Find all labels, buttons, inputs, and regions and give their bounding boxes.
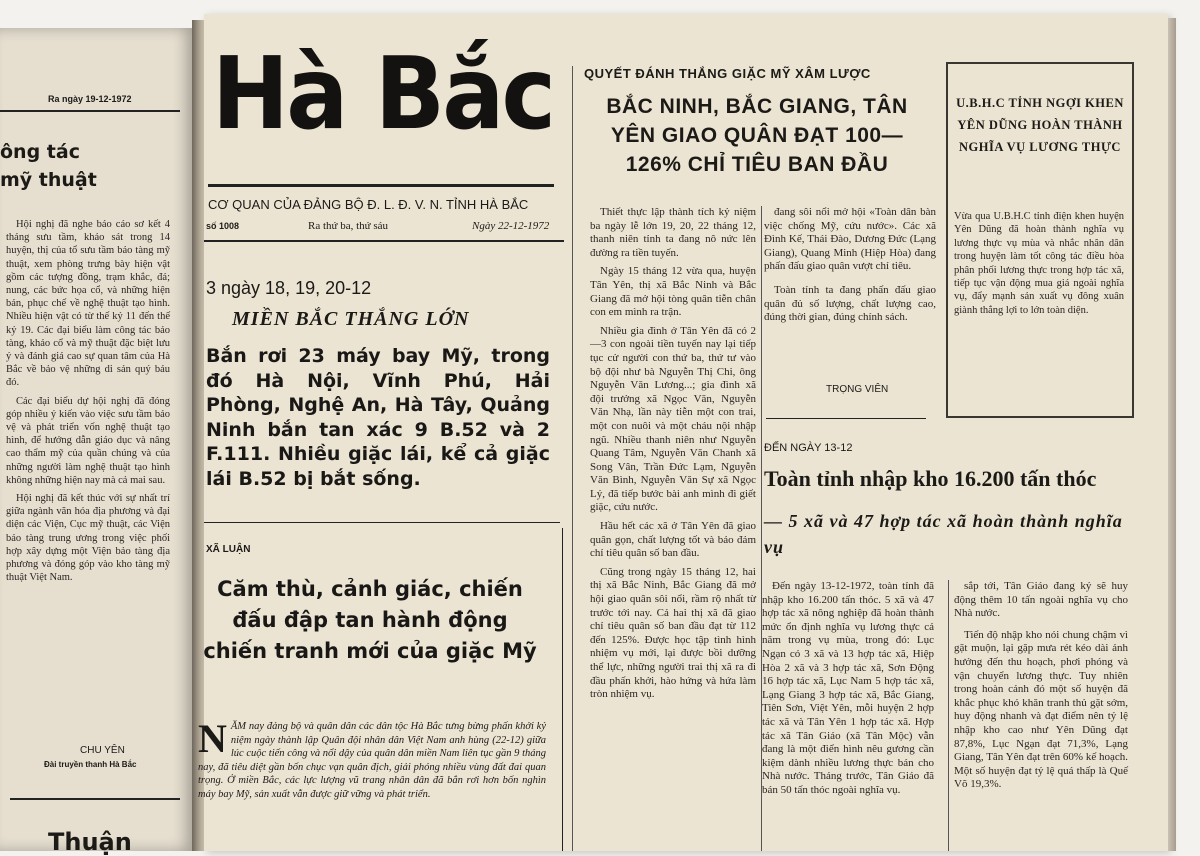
left-page bbox=[0, 28, 196, 856]
rice-dateline: ĐẾN NGÀY 13-12 bbox=[764, 442, 853, 454]
masthead-subtitle: CƠ QUAN CỦA ĐẢNG BỘ Đ. L. Đ. V. N. TỈNH HÀ BẮC bbox=[208, 197, 529, 212]
issue-date: Ngày 22-12-1972 bbox=[472, 220, 550, 232]
left-bottom-headline: Thuận bbox=[48, 828, 132, 856]
rice-paragraph: sắp tới, Tân Giáo đang ký sẽ huy động thêm 10 tấn ngoài nghĩa vụ cho Nhà nước. bbox=[954, 580, 1128, 620]
rice-column-1 bbox=[762, 580, 934, 851]
quota-paragraph: Ngày 15 tháng 12 vừa qua, huyện Tân Yên, thị xã Bắc Ninh và Bắc Giang đã mở hội tòng quân tiễn chân con em mình ra trận. bbox=[590, 265, 756, 319]
quota-paragraph: Toàn tỉnh ta đang phấn đấu giao quân đủ số lượng, chất lượng cao, đúng thời gian, đúng chính sách. bbox=[764, 283, 936, 324]
rice-paragraph: Tiến độ nhập kho nói chung chậm vì gặt muộn, lại gặp mưa rét kéo dài ảnh hưởng đến thu hoạch, phơi phóng và vận chuyển lương thực. Tuy nhiên trong hoàn cảnh đó một số huyện đã khắc phục khó khăn tranh thủ gặt sớm, huy động nhanh và đạt điểm nên tỷ lệ nhập kho cao như Yên Dũng đạt 87,8%, Lục Ngạn đạt 71,3%, Lạng Giang, Tân Yên đạt trên 60% kế hoạch. Một số huyện đạt tỷ lệ quá thấp là Quế Võ 19,3%. bbox=[954, 628, 1128, 791]
quota-kicker: QUYẾT ĐÁNH THẮNG GIẶC MỸ XÂM LƯỢC bbox=[584, 66, 871, 81]
north-dateline: 3 ngày 18, 19, 20-12 bbox=[206, 278, 372, 298]
left-paragraph: Hội nghị đã kết thúc với sự nhất trí giữa ngành văn hóa địa phương và đại diện các Viện, Cục mỹ thuật, các Viện bảo tàng trung ương trong việc phối hợp xây dựng một Viện bảo tàng địa phương và đóng góp vào kho tàng mỹ thuật Việt Nam. bbox=[6, 493, 170, 584]
editorial-body bbox=[198, 716, 546, 851]
rice-headline: Toàn tỉnh nhập kho 16.200 tấn thóc bbox=[764, 466, 1097, 491]
north-kicker: MIỀN BẮC THẮNG LỚN bbox=[232, 308, 470, 330]
right-page bbox=[198, 14, 1168, 851]
commendation-body: Vừa qua U.B.H.C tỉnh điện khen huyện Yên Dũng đã hoàn thành nghĩa vụ lương thực vụ mùa và nhắc nhân dân trong huyện làm tốt công tác điều hòa phân phối lương thực trong hợp tác xã, tiếp tục vận động mua giá ngoài nghĩa vụ, đẩy mạnh sản xuất vụ đông xuân giành thắng lợi to lớn toàn diện. bbox=[954, 211, 1124, 316]
quota-paragraph: đang sôi nổi mở hội «Toàn dân bàn việc chống Mỹ, cứu nước». Các xã Đình Kế, Thái Đào, Dương Đức (Lạng Giang), Quang Minh (Hiệp Hòa) đang phấn đấu giao quân vượt chỉ tiêu. bbox=[764, 206, 936, 273]
quota-paragraph: Thiết thực lập thành tích kỷ niệm ba ngày lễ lớn 19, 20, 22 tháng 12, thanh niên tỉnh ta đang nô nức lên đường ra tiền tuyến. bbox=[590, 206, 756, 259]
issue-number: số 1008 bbox=[206, 221, 240, 231]
rice-subhead: — 5 xã và 47 hợp tác xã hoàn thành nghĩa vụ bbox=[764, 511, 1123, 557]
quota-headline: BẮC NINH, BẮC GIANG, TÂN YÊN GIAO QUÂN ĐẠT 100—126% CHỈ TIÊU BAN ĐẦU bbox=[606, 95, 908, 176]
rice-paragraph: Đến ngày 13-12-1972, toàn tỉnh đã nhập kho 16.200 tấn thóc. 5 xã và 47 hợp tác xã nông nghiệp đã hoàn thành mức ổn định nghĩa vụ lương thực cả năm trong vụ mùa, trong đó: Lục Ngạn có 3 xã và 13 hợp tác xã, Hiệp Hòa 2 xã và 3 hợp tác xã, Sơn Động 16 hợp tác xã, Lục Nam 5 hợp tác xã, Lạng Giang 3 hợp tác xã, Bắc Giang, Tiên Sơn, Việt Yên, mỗi huyện 2 hợp tác xã và Tân Yên 1 hợp tác xã. Hợp tác xã Tân Giáo (xã Tân Mộc) vẫn đang là một điển hình nêu gương cần kiệm dành nhiều lương thực bán cho Nhà nước. Tháng trước, Tân Giáo đã bán 50 tấn thóc ngoài nghĩa vụ. bbox=[762, 580, 934, 796]
quota-paragraph: Hầu hết các xã ở Tân Yên đã giao quân gọn, chất lượng tốt và bảo đảm chỉ tiêu quân số ban đầu. bbox=[590, 520, 756, 560]
commendation-headline: U.B.H.C TỈNH NGỢI KHEN YÊN DŨNG HOÀN THÀNH NGHĨA VỤ LƯƠNG THỰC bbox=[956, 96, 1124, 154]
left-byline-sub: Đài truyền thanh Hà Bắc bbox=[44, 760, 137, 769]
publication-frequency: Ra thứ ba, thứ sáu bbox=[308, 220, 389, 232]
left-byline: CHU YÊN bbox=[80, 745, 125, 756]
editorial-drop-cap: N bbox=[198, 716, 227, 761]
editorial-title: Căm thù, cảnh giác, chiến đấu đập tan hành động chiến tranh mới của giặc Mỹ bbox=[203, 577, 537, 663]
quota-column-1 bbox=[590, 206, 756, 851]
quota-paragraph: Cũng trong ngày 15 tháng 12, hai thị xã Bắc Ninh, Bắc Giang đã mở hội giao quân sôi nổi, rầm rộ nhất từ trước tới nay. Cả hai thị xã đã giao chỉ tiêu quân số ban đầu đạt từ 112 đến 125%. Được học tập tình hình nhiệm vụ mới, lại được bồi dưỡng thể lực, những người trai thị xã ra đi đầu phấn khởi, hào hứng và hứa làm tròn nhiệm vụ. bbox=[590, 565, 756, 701]
left-headline-line1: ông tác bbox=[0, 141, 80, 163]
left-article-body bbox=[6, 218, 170, 740]
left-paragraph: Hội nghị đã nghe báo cáo sơ kết 4 tháng sưu tầm, khảo sát trong 14 huyện, thị của tổ sưu tầm bảo tàng mỹ thuật, xem phòng trưng bày hiện vật gồm các tượng đồng, trạm khắc, đá; nung, các bức họa cổ, và những hiện bản, phục chế về nghệ thuật tạo hình. Nhiều hiện vật có từ thế kỷ 11 đến thế kỷ 19. Các đại biểu làm công tác bảo tàng, khảo cổ và mỹ thuật đặc biệt lưu ý và đánh giá cao sự quan tâm của Hà Bắc về bảo vệ những di sản quý báu đó. bbox=[6, 219, 170, 389]
masthead-title: Hà Bắc bbox=[212, 35, 554, 152]
commendation-box bbox=[946, 62, 1134, 418]
left-headline bbox=[0, 138, 97, 194]
left-headline-line2: mỹ thuật bbox=[0, 169, 97, 191]
quota-paragraph: Nhiều gia đình ở Tân Yên đã có 2—3 con ngoài tiền tuyến nay lại tiếp tục cử người con thứ ba, thứ tư vào bộ đội như bà Nguyễn Thị Chi, ông Nguyễn Văn Lương...; gia đình xã đội trưởng xã Ngọc Văn, Nguyễn Văn Nhạ, lần này tiễn một con trai, một con nuôi và một cháu nội nhập ngũ. Nhiều thanh niên như Nguyễn Quang Tâm, Nguyễn Văn Chanh xã Song Vân, Trần Đức Lạm, Nguyễn Văn Bình, Nguyễn Văn Sự xã Ngọc Lý, đã tiếp bước bài anh mình đi giết giặc, cứu nước. bbox=[590, 324, 756, 514]
editorial-body-text: ĂM nay đảng bộ và quân dân các dân tộc Hà Bắc tưng bừng phấn khởi kỷ niệm ngày thành lập Quân đội nhân dân Việt Nam anh hùng (22-12) giữa lúc cuộc tiến công và nổi dậy của quân dân miền Nam liên tục gần 9 tháng nay, đã tiêu diệt gần bốn chục vạn quân địch, giải phóng nhiều vùng đất đai quan trọng. Ở miền Bắc, các lực lượng vũ trang nhân dân đã bắn rơi hơn bốn nghìn máy bay Mỹ, sản xuất vẫn được giữ vững và phát triển. bbox=[198, 721, 546, 800]
editorial-label: XÃ LUẬN bbox=[206, 544, 251, 555]
left-paragraph: Các đại biểu dự hội nghị đã đóng góp nhiều ý kiến vào việc sưu tầm bảo vệ và phát triển vốn nghệ thuật tạo hình, để hướng dẫn giáo dục và nâng cao thẩm mỹ của quần chúng và của những người làm nghệ thuật tạo hình không những hiện nay mà cả mai sau. bbox=[6, 395, 170, 486]
left-date-line: Ra ngày 19-12-1972 bbox=[48, 94, 132, 104]
rice-column-2 bbox=[954, 580, 1128, 851]
quota-column-2 bbox=[764, 206, 936, 406]
north-headline: Bắn rơi 23 máy bay Mỹ, trong đó Hà Nội, Vĩnh Phú, Hải Phòng, Nghệ An, Hà Tây, Quảng Ninh bắn tan xác 9 B.52 và 2 F.111. Nhiều giặc lái, kể cả giặc lái B.52 bị bắt sống. bbox=[206, 345, 550, 490]
quota-byline: TRỌNG VIÊN bbox=[826, 384, 889, 395]
page-edge bbox=[1168, 18, 1176, 851]
